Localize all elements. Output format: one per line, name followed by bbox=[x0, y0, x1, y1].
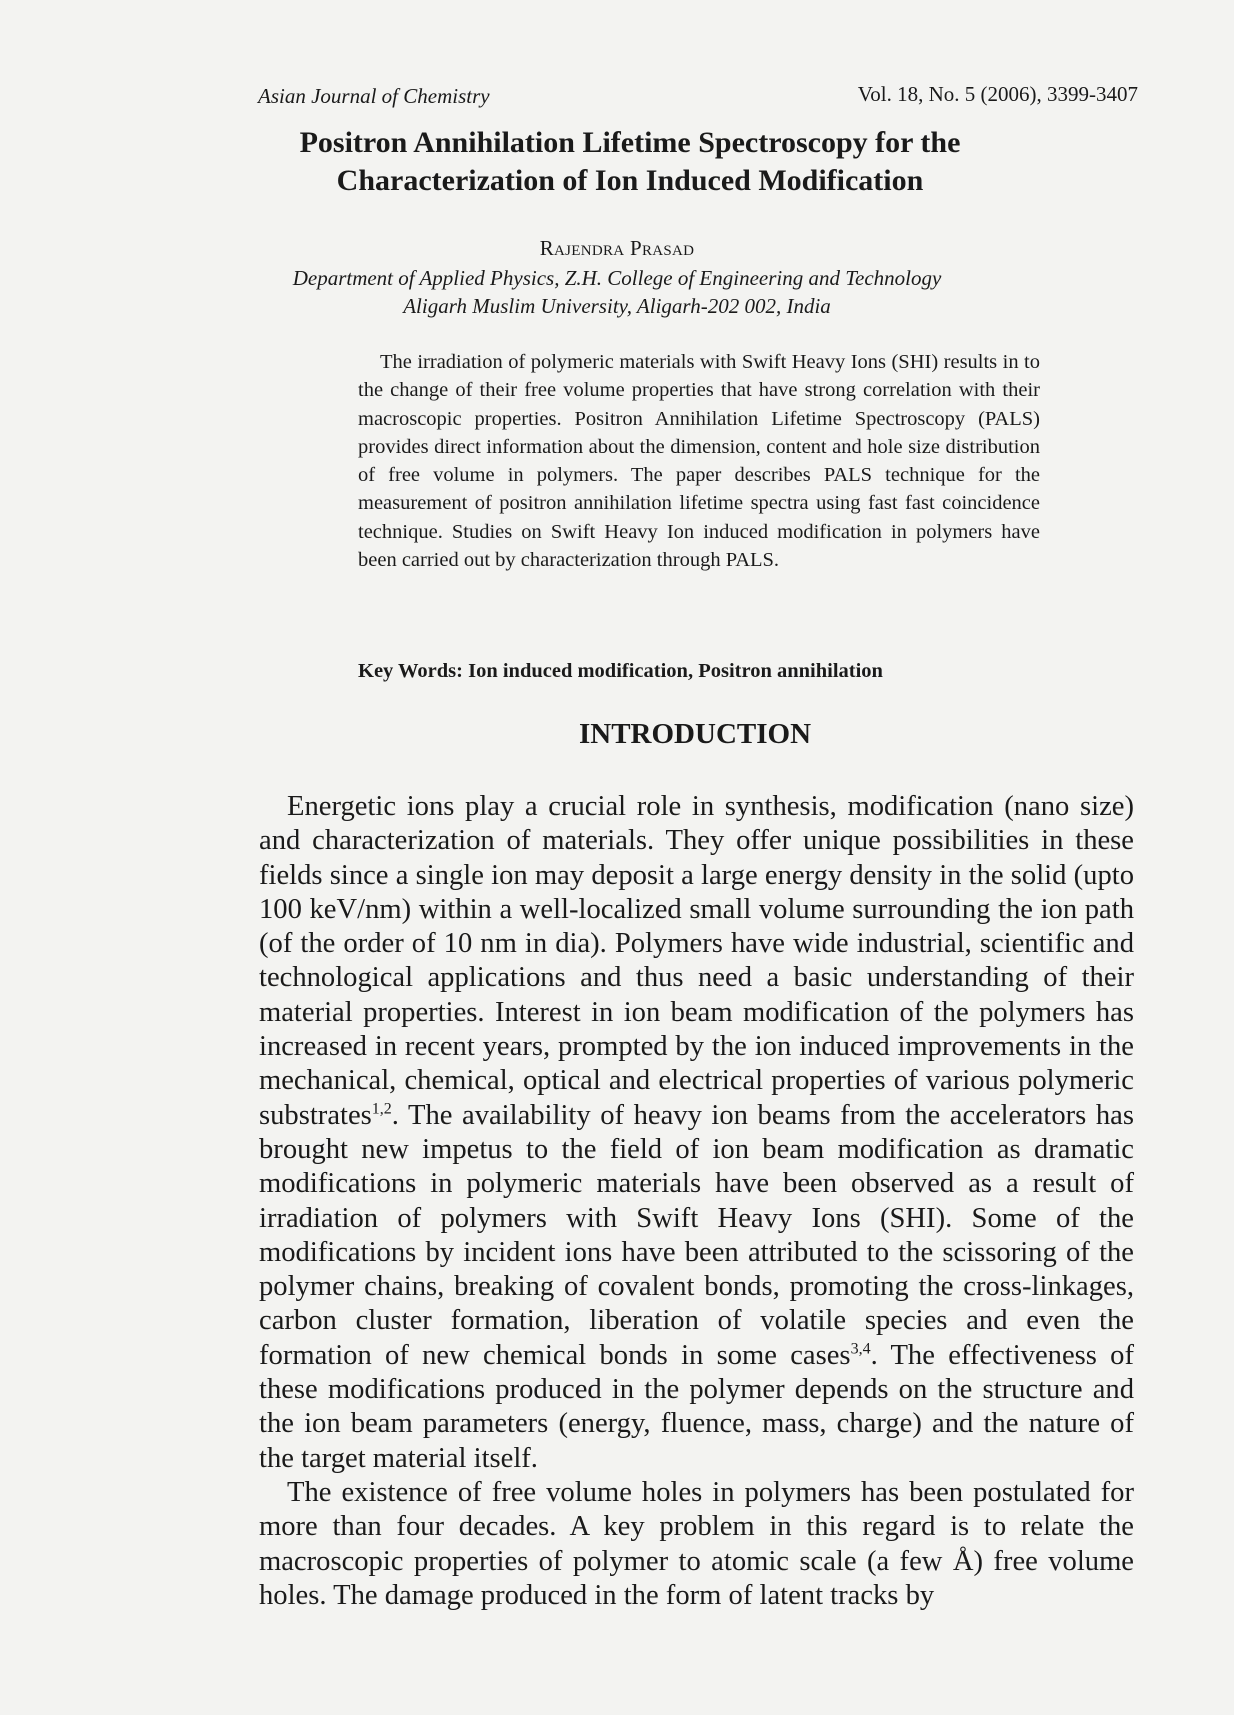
affiliation bbox=[0, 264, 1234, 320]
paragraph-1-part-3: . The effectiveness of these modifications produced in the polymer depends on the structure and the ion beam parameters (energy, fluence, mass, charge) and the nature of the target material itself. bbox=[259, 1339, 1135, 1474]
keywords: Key Words: Ion induced modification, Positron annihilation bbox=[358, 660, 883, 682]
abstract: The irradiation of polymeric materials with Swift Heavy Ions (SHI) results in to the change of their free volume properties that have strong correlation with their macroscopic properties. Positron Annihilation Lifetime Spectroscopy (PALS) provides direct information about the dimension, content and hole size distribution of free volume in polymers. The paper describes PALS technique for the measurement of positron annihilation lifetime spectra using fast fast coincidence technique. Studies on Swift Heavy Ion induced modification in polymers have been carried out by characterization through PALS. bbox=[358, 351, 1040, 572]
affiliation-line-2: Aligarh Muslim University, Aligarh-202 002, India bbox=[403, 294, 831, 318]
paper-title bbox=[250, 124, 1010, 200]
citation-3-4: 3,4 bbox=[850, 1340, 871, 1358]
introduction-body bbox=[259, 790, 1134, 1613]
author-name: Rajendra Prasad bbox=[539, 236, 695, 260]
introduction-paragraph-1 bbox=[259, 790, 1134, 1476]
affiliation-line-1: Department of Applied Physics, Z.H. College of Engineering and Technology bbox=[292, 266, 942, 290]
paragraph-1-part-1: Energetic ions play a crucial role in synthesis, modification (nano size) and characterization of materials. They offer unique possibilities in these fields since a single ion may deposit a large energy density in the solid (upto 100 keV/nm) within a well-localized small volume surrounding the ion path (of the order of 10 nm in dia). Polymers have wide industrial, scientific and technological applications and thus need a basic understanding of their material properties. Interest in ion beam modification of the polymers has increased in recent years, prompted by the ion induced improvements in the mechanical, chemical, optical and electrical properties of various polymeric substrates bbox=[259, 791, 1134, 1131]
introduction-paragraph-2: The existence of free volume holes in polymers has been postulated for more than four decades. A key problem in this regard is to relate the macroscopic properties of polymer to atomic scale (a few Å) free volume holes. The damage produced in the form of latent tracks by bbox=[259, 1476, 1134, 1611]
volume-info: Vol. 18, No. 5 (2006), 3399-3407 bbox=[857, 82, 1138, 106]
journal-name: Asian Journal of Chemistry bbox=[258, 84, 490, 108]
section-heading-introduction: INTRODUCTION bbox=[578, 718, 812, 750]
title-line-2: Characterization of Ion Induced Modification bbox=[336, 164, 924, 197]
paragraph-1-part-2: . The availability of heavy ion beams from the accelerators has brought new impetus to the field of ion beam modification as dramatic modifications in polymeric materials have been observed as a result of irradiation of polymers with Swift Heavy Ions (SHI). Some of the modifications by incident ions have been attributed to the scissoring of the polymer chains, breaking of covalent bonds, promoting the cross-linkages, carbon cluster formation, liberation of volatile species and even the formation of new chemical bonds in some cases bbox=[259, 1099, 1134, 1371]
title-line-1: Positron Annihilation Lifetime Spectroscopy for the bbox=[299, 126, 961, 159]
citation-1-2: 1,2 bbox=[371, 1100, 392, 1118]
